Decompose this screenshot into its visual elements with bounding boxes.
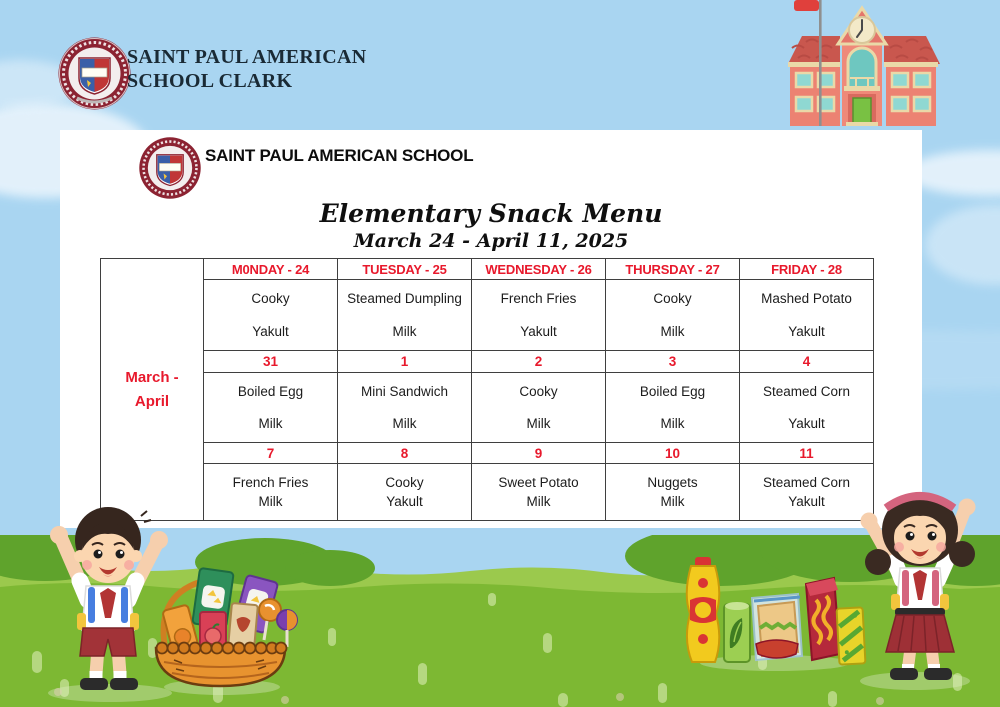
menu-drink: Yakult — [520, 324, 557, 339]
banner-line2: SCHOOL CLARK — [127, 69, 293, 92]
menu-cell — [338, 373, 472, 443]
menu-item: Boiled Egg — [639, 384, 706, 399]
menu-drink: Yakult — [788, 416, 825, 431]
menu-item: French Fries — [232, 475, 309, 490]
menu-card — [60, 130, 922, 528]
date-cell: 9 — [472, 443, 606, 464]
door-icon — [853, 98, 871, 124]
menu-item: Steamed Corn — [762, 384, 851, 399]
window-icon — [914, 73, 930, 87]
menu-cell — [472, 373, 606, 443]
day-header-friday: FRIDAY - 28 — [740, 259, 874, 280]
menu-drink: Milk — [258, 494, 283, 509]
banner-line1: SAINT PAUL AMERICAN — [127, 46, 367, 68]
menu-item: French Fries — [500, 291, 577, 306]
date-cell: 2 — [472, 351, 606, 373]
arched-window-icon — [848, 48, 876, 88]
date-cell: 11 — [740, 443, 874, 464]
menu-item: Sweet Potato — [498, 475, 579, 490]
menu-cell — [204, 280, 338, 351]
menu-cell — [472, 464, 606, 521]
menu-drink: Yakult — [788, 324, 825, 339]
date-cell: 31 — [204, 351, 338, 373]
menu-drink: Milk — [392, 416, 417, 431]
date-cell: 10 — [606, 443, 740, 464]
snack-menu-table — [100, 258, 874, 521]
girl-student-illustration — [840, 462, 998, 682]
menu-cell — [606, 373, 740, 443]
flagpole — [819, 0, 822, 126]
menu-drink: Milk — [258, 416, 283, 431]
menu-item: Nuggets — [647, 475, 698, 490]
menu-drink: Milk — [660, 494, 685, 509]
menu-drink: Yakult — [386, 494, 423, 509]
banner-school-name — [127, 46, 366, 93]
month-label-cell — [101, 259, 204, 521]
date-cell: 3 — [606, 351, 740, 373]
menu-drink: Milk — [526, 494, 551, 509]
window-icon — [892, 73, 908, 87]
window-icon — [892, 97, 908, 111]
menu-cell — [606, 280, 740, 351]
menu-drink: Milk — [660, 324, 685, 339]
menu-drink: Yakult — [788, 494, 825, 509]
school-logo-seal-small — [138, 136, 202, 200]
day-header-thursday: THURSDAY - 27 — [606, 259, 740, 280]
menu-item: Steamed Dumpling — [347, 291, 462, 306]
menu-item: Cooky — [653, 291, 692, 306]
menu-item: Mini Sandwich — [360, 384, 449, 399]
menu-drink: Yakult — [252, 324, 289, 339]
window-icon — [796, 97, 812, 111]
boy-student-illustration — [28, 488, 188, 693]
day-header-tuesday: TUESDAY - 25 — [338, 259, 472, 280]
date-cell: 8 — [338, 443, 472, 464]
window-icon — [914, 97, 930, 111]
date-cell: 7 — [204, 443, 338, 464]
menu-date-range: March 24 - April 11, 2025 — [353, 230, 629, 252]
school-logo-seal — [57, 36, 132, 111]
menu-title: Elementary Snack Menu — [319, 199, 663, 228]
menu-item: Boiled Egg — [237, 384, 304, 399]
menu-cell — [338, 280, 472, 351]
menu-item: Cooky — [251, 291, 290, 306]
day-header-monday: M0NDAY - 24 — [204, 259, 338, 280]
day-header-wednesday: WEDNESDAY - 26 — [472, 259, 606, 280]
date-cell: 1 — [338, 351, 472, 373]
menu-item: Steamed Corn — [762, 475, 851, 490]
menu-drink: Milk — [660, 416, 685, 431]
menu-cell — [472, 280, 606, 351]
menu-drink: Milk — [526, 416, 551, 431]
menu-item: Cooky — [385, 475, 424, 490]
card-school-name: SAINT PAUL AMERICAN SCHOOL — [205, 146, 474, 165]
menu-cell — [204, 373, 338, 443]
month-label-line1: March - — [125, 369, 179, 387]
school-building-illustration — [786, 0, 942, 126]
month-label-line2: April — [134, 392, 170, 410]
menu-item: Mashed Potato — [761, 291, 852, 306]
menu-drink: Milk — [392, 324, 417, 339]
menu-cell — [740, 280, 874, 351]
menu-cell — [740, 373, 874, 443]
date-cell: 4 — [740, 351, 874, 373]
menu-cell — [338, 464, 472, 521]
flag-icon — [794, 0, 819, 11]
window-icon — [796, 73, 812, 87]
menu-item: Cooky — [519, 384, 558, 399]
menu-cell — [204, 464, 338, 521]
menu-cell — [606, 464, 740, 521]
cloud — [925, 205, 1000, 285]
